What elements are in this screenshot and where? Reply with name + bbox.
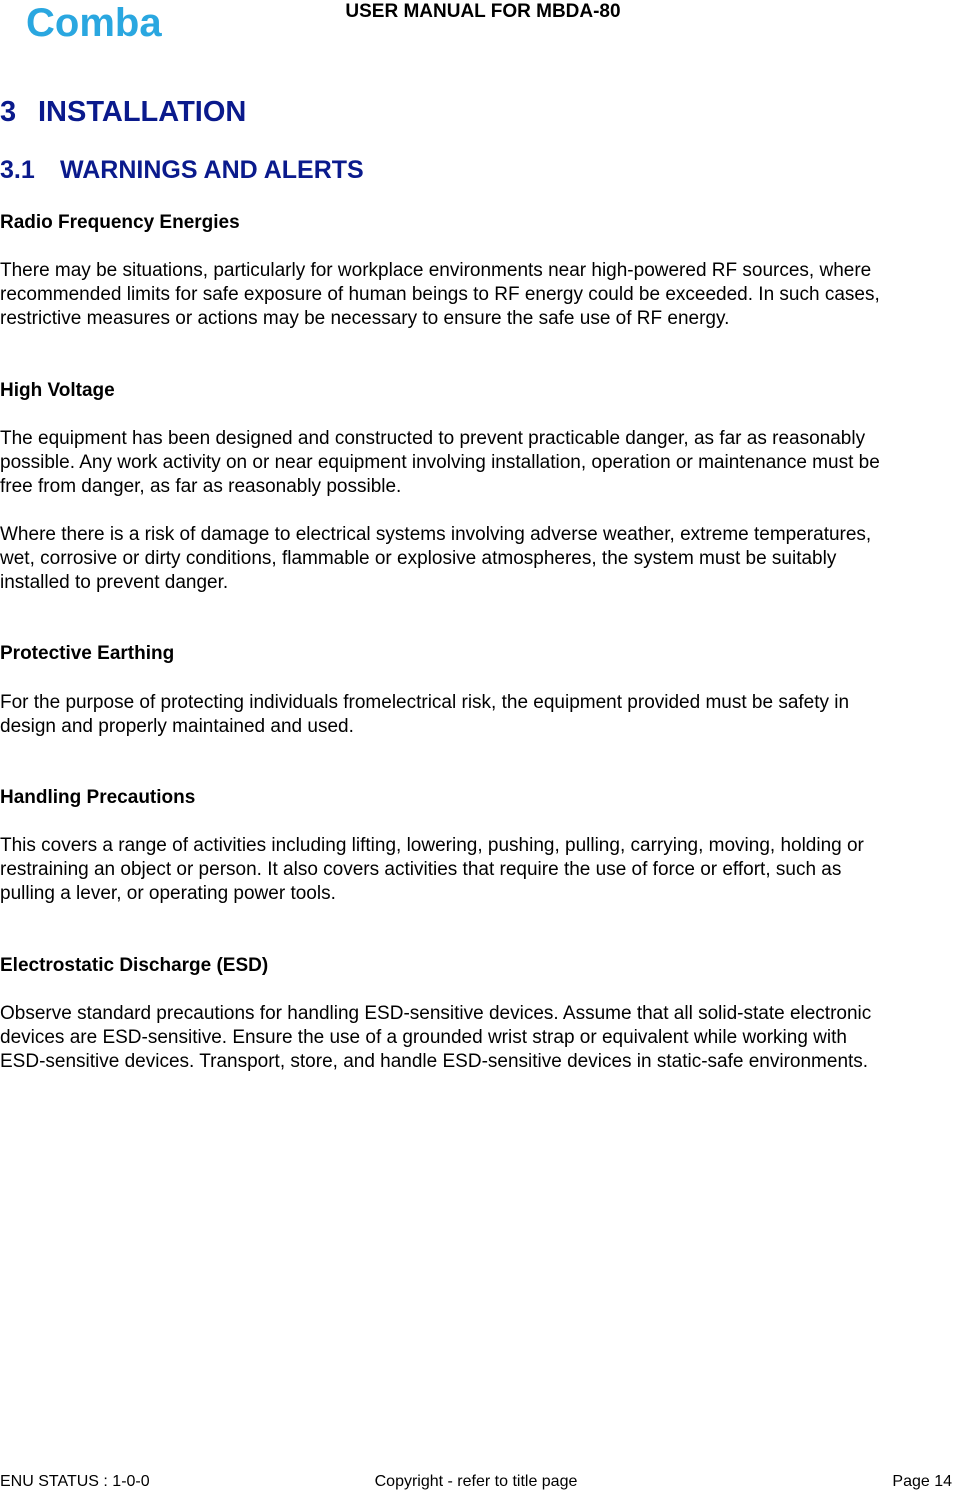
section-heading: [0, 95, 246, 129]
text-line: free from danger, as far as reasonably possible.: [0, 476, 402, 497]
pe-heading: Protective Earthing: [0, 643, 175, 664]
text-line: recommended limits for safe exposure of human beings to RF energy could be exceeded. In such cases,: [0, 284, 880, 305]
text-line: possible. Any work activity on or near equipment involving installation, operation or maintenance must be: [0, 452, 880, 473]
esd-heading: Electrostatic Discharge (ESD): [0, 955, 269, 976]
text-line: design and properly maintained and used.: [0, 716, 354, 737]
footer-page-number: Page 14: [892, 1473, 952, 1490]
text-line: ESD-sensitive devices. Transport, store, and handle ESD-sensitive devices in static-safe environments.: [0, 1051, 869, 1072]
text-line: Observe standard precautions for handling ESD-sensitive devices. Assume that all solid-state electronic: [0, 1003, 872, 1024]
text-line: devices are ESD-sensitive. Ensure the use of a grounded wrist strap or equivalent while working with: [0, 1027, 847, 1048]
esd-paragraph: [0, 1002, 966, 1074]
text-line: pulling a lever, or operating power tools.: [0, 883, 336, 904]
header-title: USER MANUAL FOR MBDA-80: [345, 1, 621, 22]
text-line: There may be situations, particularly for workplace environments near high-powered RF sources, where: [0, 260, 872, 281]
hv-paragraph-2: [0, 523, 966, 595]
text-line: Where there is a risk of damage to electrical systems involving adverse weather, extreme temperatures,: [0, 524, 872, 545]
subsection-number: 3.1: [0, 156, 35, 184]
text-line: wet, corrosive or dirty conditions, flammable or explosive atmospheres, the system must be suitably: [0, 548, 837, 569]
pe-paragraph: [0, 691, 966, 739]
rf-paragraph: [0, 259, 966, 331]
hp-heading: Handling Precautions: [0, 787, 196, 808]
subsection-heading: [0, 155, 364, 185]
section-title: INSTALLATION: [38, 96, 247, 128]
text-line: restraining an object or person. It also covers activities that require the use of force or effort, such as: [0, 859, 842, 880]
text-line: This covers a range of activities including lifting, lowering, pushing, pulling, carrying, moving, holding or: [0, 835, 864, 856]
text-line: The equipment has been designed and constructed to prevent practicable danger, as far as reasonably: [0, 428, 866, 449]
text-line: installed to prevent danger.: [0, 572, 229, 593]
section-number: 3: [0, 96, 17, 128]
hv-paragraph-1: [0, 427, 966, 499]
text-line: restrictive measures or actions may be necessary to ensure the safe use of RF energy.: [0, 308, 730, 329]
rf-heading: Radio Frequency Energies: [0, 212, 240, 233]
logo-text: Comba: [26, 2, 162, 42]
footer-status: ENU STATUS : 1-0-0: [0, 1473, 150, 1490]
hv-heading: High Voltage: [0, 380, 115, 401]
subsection-title: WARNINGS AND ALERTS: [60, 156, 364, 184]
footer-copyright: Copyright - refer to title page: [374, 1473, 578, 1490]
text-line: For the purpose of protecting individuals fromelectrical risk, the equipment provided must be safety in: [0, 692, 850, 713]
hp-paragraph: [0, 834, 966, 906]
